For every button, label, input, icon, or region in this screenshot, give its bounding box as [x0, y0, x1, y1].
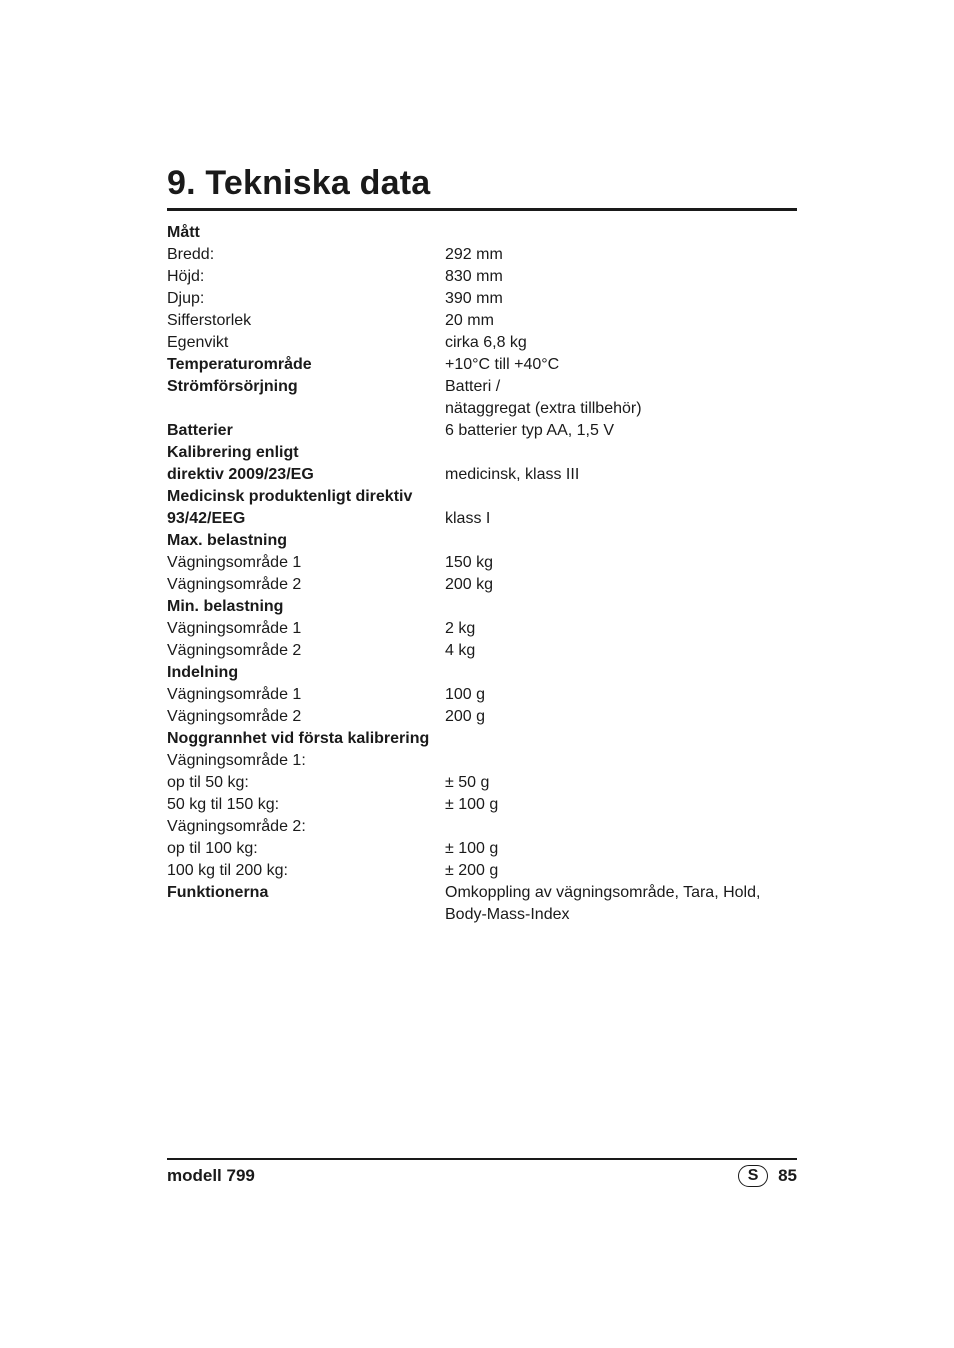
spec-value	[445, 729, 797, 749]
spec-row	[167, 793, 797, 815]
spec-label: Bredd:	[167, 246, 215, 263]
spec-row	[167, 661, 797, 683]
spec-value: ± 50 g	[445, 774, 490, 791]
spec-value: 20 mm	[445, 312, 494, 329]
spec-row	[167, 375, 797, 397]
spec-value	[445, 597, 797, 617]
spec-value: 4 kg	[445, 642, 476, 659]
spec-row	[167, 573, 797, 595]
spec-row	[167, 837, 797, 859]
spec-label: op til 100 kg:	[167, 840, 258, 857]
spec-value: +10°C till +40°C	[445, 356, 560, 373]
spec-label: Max. belastning	[167, 532, 288, 549]
spec-label: Vägningsområde 2	[167, 708, 302, 725]
spec-value	[445, 443, 797, 463]
spec-value: 200 g	[445, 708, 486, 725]
spec-row	[167, 331, 797, 353]
spec-row	[167, 441, 797, 463]
spec-label: Vägningsområde 1	[167, 620, 302, 637]
footer-model: modell 799	[167, 1166, 255, 1185]
title-divider	[167, 208, 797, 211]
spec-row	[167, 485, 797, 507]
spec-label: Vägningsområde 2	[167, 576, 302, 593]
spec-value: ± 100 g	[445, 796, 499, 813]
spec-row	[167, 529, 797, 551]
spec-value: 830 mm	[445, 268, 503, 285]
spec-value: klass I	[445, 510, 491, 527]
spec-label: Egenvikt	[167, 334, 229, 351]
spec-row	[167, 287, 797, 309]
spec-row	[167, 595, 797, 617]
spec-value: cirka 6,8 kg	[445, 334, 527, 351]
spec-value: ± 200 g	[445, 862, 499, 879]
spec-value: 390 mm	[445, 290, 503, 307]
spec-label: 100 kg til 200 kg:	[167, 862, 288, 879]
spec-label: Min. belastning	[167, 598, 284, 615]
spec-row	[167, 881, 797, 903]
spec-label: Djup:	[167, 290, 205, 307]
spec-value: Body-Mass-Index	[445, 906, 570, 923]
spec-value: 150 kg	[445, 554, 494, 571]
spec-row	[167, 639, 797, 661]
spec-label: Batterier	[167, 422, 233, 439]
spec-value: 200 kg	[445, 576, 494, 593]
page-number: 85	[778, 1166, 797, 1185]
spec-row	[167, 859, 797, 881]
spec-value: Omkoppling av vägningsområde, Tara, Hold,	[445, 884, 761, 901]
spec-label: Strömförsörjning	[167, 378, 298, 395]
spec-row	[167, 551, 797, 573]
spec-label: Kalibrering enligt	[167, 444, 299, 461]
spec-label: Sifferstorlek	[167, 312, 252, 329]
spec-value	[445, 531, 797, 551]
spec-value	[445, 663, 797, 683]
spec-value: nätaggregat (extra tillbehör)	[445, 400, 642, 417]
spec-row	[167, 463, 797, 485]
spec-row	[167, 353, 797, 375]
spec-row	[167, 683, 797, 705]
language-badge: S	[738, 1165, 768, 1187]
spec-row	[167, 397, 797, 419]
spec-value	[445, 487, 797, 507]
spec-label: Funktionerna	[167, 884, 269, 901]
spec-row	[167, 617, 797, 639]
spec-label: Vägningsområde 1	[167, 554, 302, 571]
spec-label: Indelning	[167, 664, 239, 681]
spec-value	[445, 817, 797, 837]
spec-row	[167, 419, 797, 441]
spec-value: 292 mm	[445, 246, 503, 263]
spec-label: Vägningsområde 1:	[167, 752, 306, 769]
spec-row	[167, 815, 797, 837]
spec-value: medicinsk, klass III	[445, 466, 580, 483]
spec-row	[167, 749, 797, 771]
spec-value	[445, 223, 797, 243]
spec-label: direktiv 2009/23/EG	[167, 466, 314, 483]
spec-label: Mått	[167, 224, 200, 241]
spec-value: Batteri /	[445, 378, 501, 395]
spec-value: 100 g	[445, 686, 486, 703]
spec-label: Vägningsområde 2:	[167, 818, 306, 835]
spec-label: Vägningsområde 1	[167, 686, 302, 703]
spec-table	[167, 221, 797, 925]
spec-value: ± 100 g	[445, 840, 499, 857]
spec-value: 6 batterier typ AA, 1,5 V	[445, 422, 614, 439]
spec-row	[167, 771, 797, 793]
spec-label: Temperaturområde	[167, 356, 312, 373]
spec-value	[445, 751, 797, 771]
spec-row	[167, 727, 797, 749]
spec-label: 50 kg til 150 kg:	[167, 796, 280, 813]
spec-label	[167, 399, 445, 419]
spec-row	[167, 243, 797, 265]
spec-label: Noggrannhet vid första kalibrering	[167, 730, 430, 747]
spec-label: 93/42/EEG	[167, 510, 246, 527]
spec-label: Höjd:	[167, 268, 205, 285]
spec-row	[167, 221, 797, 243]
spec-row	[167, 903, 797, 925]
spec-label: Medicinsk produktenligt direktiv	[167, 488, 413, 505]
page-title: 9. Tekniska data	[167, 164, 431, 202]
footer-divider	[167, 1158, 797, 1160]
spec-value: 2 kg	[445, 620, 476, 637]
spec-row	[167, 265, 797, 287]
spec-row	[167, 309, 797, 331]
footer-page-info	[738, 1165, 797, 1187]
spec-row	[167, 705, 797, 727]
spec-label: Vägningsområde 2	[167, 642, 302, 659]
spec-label	[167, 905, 445, 925]
spec-row	[167, 507, 797, 529]
spec-label: op til 50 kg:	[167, 774, 249, 791]
